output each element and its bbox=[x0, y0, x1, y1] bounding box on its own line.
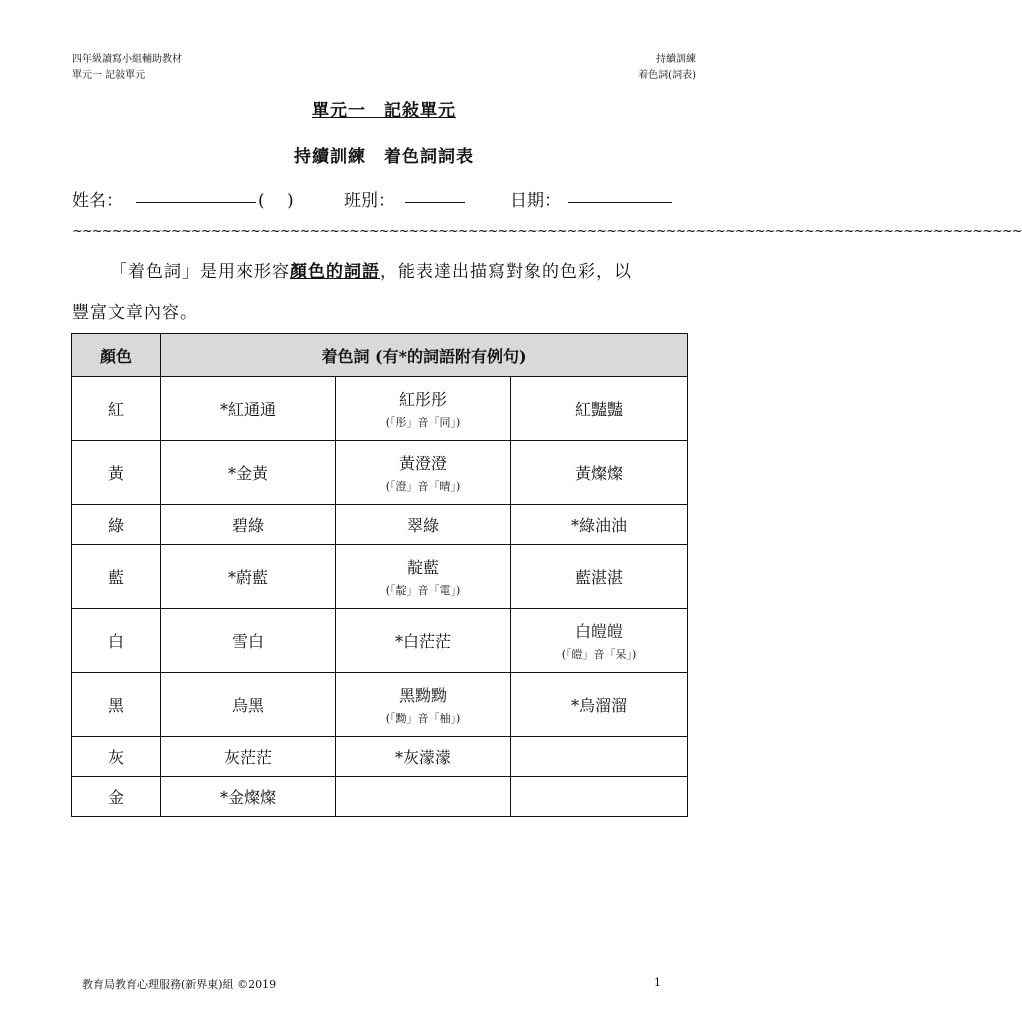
word-cell-3-word: 紅豔豔 bbox=[575, 400, 624, 419]
word-cell-3-word: 黃燦燦 bbox=[575, 464, 624, 483]
word-cell-2 bbox=[336, 545, 511, 609]
table-row bbox=[72, 545, 688, 609]
color-cell bbox=[72, 505, 161, 545]
word-cell-1 bbox=[161, 609, 336, 673]
word-cell-2-pronunciation-note: (「黝」音「柚」) bbox=[385, 712, 461, 725]
word-cell-3-word: *綠油油 bbox=[571, 516, 628, 535]
word-cell-2-pronunciation-note: (「澄」音「晴」) bbox=[385, 480, 461, 493]
word-cell-2 bbox=[336, 441, 511, 505]
intro-emphasis: 顏色的詞語 bbox=[290, 262, 380, 282]
name-field-line[interactable] bbox=[136, 186, 256, 203]
word-cell-1 bbox=[161, 377, 336, 441]
word-cell-2 bbox=[336, 673, 511, 737]
table-row bbox=[72, 777, 688, 817]
word-cell-2-word: 黑黝黝 bbox=[398, 686, 447, 705]
word-cell-2 bbox=[336, 777, 511, 817]
word-cell-1-word: 烏黑 bbox=[231, 696, 264, 715]
word-cell-1 bbox=[161, 777, 336, 817]
color-cell bbox=[72, 777, 161, 817]
word-cell-1 bbox=[161, 441, 336, 505]
word-cell-1 bbox=[161, 673, 336, 737]
word-cell-2-word: 靛藍 bbox=[406, 558, 439, 577]
tilde-divider: ~~~~~~~~~~~~~~~~~~~~~~~~~~~~~~~~~~~~~~~~~~~~~~~~~~~~~~~~~~~~~~~~~~~~~~~~~~~~~~~~~~~~~~~~~~~~~~~~ bbox=[72, 224, 1022, 239]
word-cell-3 bbox=[511, 505, 688, 545]
color-cell-word: 黑 bbox=[107, 696, 124, 715]
page-number: 1 bbox=[654, 976, 661, 989]
word-cell-1 bbox=[161, 545, 336, 609]
name-label: 姓名： bbox=[72, 191, 123, 211]
unit-title: 單元一 記敍單元 bbox=[312, 101, 456, 121]
word-cell-1-word: *金黃 bbox=[227, 464, 268, 483]
table-row bbox=[72, 673, 688, 737]
color-cell bbox=[72, 609, 161, 673]
word-cell-2-word: *灰濛濛 bbox=[394, 748, 451, 767]
header-words: 着色詞 (有*的詞語附有例句) bbox=[161, 334, 688, 377]
color-cell bbox=[72, 441, 161, 505]
color-cell bbox=[72, 673, 161, 737]
word-cell-1 bbox=[161, 505, 336, 545]
color-cell-word: 灰 bbox=[107, 748, 124, 767]
header-left-line2: 單元一 記敍單元 bbox=[72, 70, 146, 81]
word-cell-1-word: 雪白 bbox=[231, 632, 264, 651]
word-cell-2-word: *白茫茫 bbox=[394, 632, 451, 651]
intro-line2: 豐富文章內容。 bbox=[72, 303, 198, 323]
color-cell-word: 綠 bbox=[107, 516, 124, 535]
word-cell-2-word: 黃澄澄 bbox=[398, 454, 447, 473]
class-label: 班別： bbox=[344, 191, 395, 211]
table-row bbox=[72, 505, 688, 545]
header-left bbox=[72, 52, 182, 84]
header-left-line1: 四年級讀寫小組輔助教材 bbox=[72, 54, 182, 65]
word-cell-3-word: 白皚皚 bbox=[575, 622, 624, 641]
word-cell-3-pronunciation-note: (「皚」音「呆」) bbox=[561, 648, 637, 661]
color-words-table bbox=[71, 333, 688, 817]
color-cell bbox=[72, 737, 161, 777]
color-cell-word: 藍 bbox=[107, 568, 124, 587]
word-cell-2-word: 紅彤彤 bbox=[398, 390, 447, 409]
word-cell-3 bbox=[511, 777, 688, 817]
header-right-line1: 持續訓練 bbox=[656, 54, 696, 65]
word-cell-1-word: 灰茫茫 bbox=[223, 748, 272, 767]
color-cell-word: 白 bbox=[107, 632, 124, 651]
color-cell bbox=[72, 545, 161, 609]
word-cell-1-word: *金燦燦 bbox=[219, 788, 276, 807]
word-cell-3-word: 藍湛湛 bbox=[575, 568, 624, 587]
worksheet-title: 持續訓練 着色詞詞表 bbox=[294, 147, 474, 167]
class-field-line[interactable] bbox=[405, 186, 465, 203]
word-cell-1-word: 碧綠 bbox=[231, 516, 264, 535]
word-cell-1-word: *紅通通 bbox=[219, 400, 276, 419]
word-cell-2-word: 翠綠 bbox=[406, 516, 439, 535]
intro-line1 bbox=[72, 257, 694, 282]
footer-credit: 教育局教育心理服務(新界東)組 ©2019 bbox=[82, 978, 277, 991]
header-right bbox=[638, 52, 696, 84]
word-cell-3 bbox=[511, 673, 688, 737]
word-cell-2 bbox=[336, 505, 511, 545]
color-cell bbox=[72, 377, 161, 441]
color-cell-word: 紅 bbox=[107, 400, 124, 419]
header-right-line2: 着色詞(詞表) bbox=[638, 70, 696, 81]
word-cell-3 bbox=[511, 441, 688, 505]
table-row bbox=[72, 737, 688, 777]
word-cell-3 bbox=[511, 737, 688, 777]
word-cell-2 bbox=[336, 377, 511, 441]
table-row bbox=[72, 441, 688, 505]
date-label: 日期： bbox=[510, 191, 561, 211]
word-cell-2-pronunciation-note: (「靛」音「電」) bbox=[385, 584, 461, 597]
intro-text-part2: ，能表達出描寫對象的色彩，以 bbox=[380, 262, 632, 282]
date-field-line[interactable] bbox=[568, 186, 672, 203]
table-row bbox=[72, 609, 688, 673]
table-header-row bbox=[72, 334, 688, 377]
word-cell-1 bbox=[161, 737, 336, 777]
color-cell-word: 金 bbox=[107, 788, 124, 807]
word-cell-3 bbox=[511, 609, 688, 673]
table-row bbox=[72, 377, 688, 441]
word-cell-2 bbox=[336, 609, 511, 673]
word-cell-3 bbox=[511, 545, 688, 609]
word-cell-3 bbox=[511, 377, 688, 441]
header-color: 顏色 bbox=[72, 334, 161, 377]
word-cell-1-word: *蔚藍 bbox=[227, 568, 268, 587]
word-cell-2-pronunciation-note: (「彤」音「同」) bbox=[385, 416, 461, 429]
color-cell-word: 黃 bbox=[107, 464, 124, 483]
class-number-paren: ( ) bbox=[258, 191, 294, 211]
word-cell-2 bbox=[336, 737, 511, 777]
intro-text-part1: 「着色詞」是用來形容 bbox=[110, 262, 290, 282]
word-cell-3-word: *烏溜溜 bbox=[571, 696, 628, 715]
